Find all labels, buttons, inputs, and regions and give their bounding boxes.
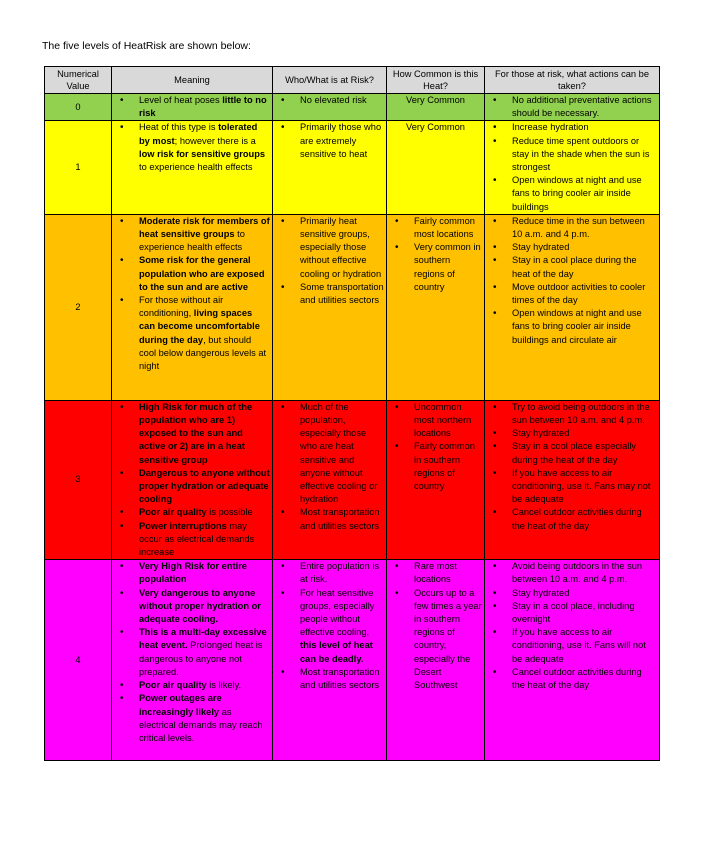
bold-text: Dangerous to anyone without proper hydration or adequate cooling <box>139 467 270 505</box>
text-segment: Occurs up to a few times a year in southern regions of country, especially the Desert Southwest <box>414 587 482 691</box>
text-segment: No additional preventative actions should be necessary. <box>512 95 652 119</box>
bullet-item <box>485 440 659 466</box>
bullet-item <box>112 626 272 679</box>
actions-cell <box>485 121 660 214</box>
text-segment: If you have access to air conditioning, use it. Fans will not be adequate <box>512 627 646 664</box>
bullet-item <box>112 121 272 174</box>
bold-text: This is a multi-day excessive heat event. <box>139 627 267 651</box>
text-segment: Stay hydrated <box>512 587 570 598</box>
header-who-at-risk: Who/What is at Risk? <box>273 67 387 94</box>
text-segment: as electrical demands may reach critical levels. <box>139 706 263 743</box>
table-row <box>45 94 660 121</box>
text-segment: Stay in a cool place during the heat of the day <box>512 255 637 279</box>
common-cell <box>387 214 485 400</box>
bullet-item <box>485 600 659 626</box>
text-segment: Fairly common in southern regions of country <box>414 441 475 492</box>
common-cell: Very Common <box>387 121 485 214</box>
common-cell <box>387 560 485 761</box>
level-value: 0 <box>45 94 112 121</box>
text-segment: Move outdoor activities to cooler times of the day <box>512 281 646 306</box>
bullet-item <box>112 679 272 692</box>
bullet-item <box>112 254 272 294</box>
bullet-item <box>273 506 386 532</box>
text-segment: Stay in a cool place especially during the heat of the day <box>512 441 637 465</box>
text-segment: Cancel outdoor activities during the heat of the day <box>512 507 642 531</box>
text-segment: Avoid being outdoors in the sun between 10 a.m. and 4 p.m. <box>512 561 643 585</box>
text-segment: Uncommon most northern locations <box>414 401 472 439</box>
text-segment: For heat sensitive groups, especially people without effective cooling, <box>300 587 375 638</box>
text-segment: , but should cool below dangerous levels at night <box>139 334 267 372</box>
heatrisk-table <box>44 66 660 761</box>
text-segment: Open windows at night and use fans to bring cooler air inside buildings <box>512 175 642 212</box>
bullet-item <box>387 241 484 294</box>
table-row <box>45 560 660 761</box>
text-segment: Try to avoid being outdoors in the sun between 10 a.m. and 4 p.m. <box>512 401 650 426</box>
text-segment: Rare most locations <box>414 561 457 585</box>
text-segment: Much of the population, especially those who are heat sensitive and anyone without effective cooling or hydration <box>300 401 378 505</box>
table-row <box>45 400 660 559</box>
meaning-cell <box>112 121 273 214</box>
text-segment: may occur as electrical demands increase <box>139 520 255 558</box>
bullet-item <box>485 560 659 586</box>
bullet-item <box>485 666 659 692</box>
level-value: 4 <box>45 560 112 761</box>
text-segment: Stay hydrated <box>512 242 570 253</box>
bullet-item <box>112 401 272 467</box>
text-segment: ; however there is a <box>174 135 256 146</box>
bold-text: Power interruptions <box>139 520 227 531</box>
bullet-item <box>273 94 386 107</box>
meaning-cell <box>112 214 273 400</box>
bullet-item <box>485 587 659 600</box>
actions-cell <box>485 214 660 400</box>
bullet-item <box>485 281 659 307</box>
bullet-item <box>485 401 659 427</box>
common-cell: Very Common <box>387 94 485 121</box>
bullet-item <box>485 241 659 254</box>
bullet-item <box>387 401 484 441</box>
text-segment: to experience health effects <box>139 229 245 253</box>
text-segment: Reduce time in the sun between 10 a.m. and 4 p.m. <box>512 215 645 240</box>
text-segment: Reduce time spent outdoors or stay in the shade when the sun is strongest <box>512 135 650 173</box>
bullet-item <box>485 121 659 134</box>
bullet-item <box>112 506 272 519</box>
text-segment: Most transportation and utilities sectors <box>300 507 380 531</box>
text-segment: Level of heat poses <box>139 95 223 105</box>
text-segment: Stay hydrated <box>512 428 570 439</box>
bullet-item <box>112 294 272 373</box>
bullet-item <box>112 560 272 586</box>
text-segment: Stay in a cool place, including overnight <box>512 600 635 625</box>
text-segment: Prolonged heat is dangerous to anyone not prepared. <box>139 640 263 677</box>
table-row <box>45 121 660 214</box>
bullet-item <box>273 401 386 507</box>
text-segment: For those without air conditioning, <box>139 295 224 319</box>
header-actions: For those at risk, what actions can be taken? <box>485 67 660 94</box>
bullet-item <box>485 254 659 280</box>
bullet-item <box>112 587 272 627</box>
who-cell <box>273 94 387 121</box>
bullet-item <box>112 467 272 507</box>
text-segment: is possible <box>206 507 253 518</box>
who-cell <box>273 400 387 559</box>
text-segment: Fairly common most locations <box>414 215 475 240</box>
text-segment: Heat of this type is <box>139 122 219 133</box>
header-row <box>45 67 660 94</box>
header-meaning: Meaning <box>112 67 273 94</box>
level-value: 3 <box>45 400 112 559</box>
bullet-item <box>387 215 484 241</box>
bold-text: Power outages are increasingly likely <box>139 693 222 717</box>
bold-text: little to no risk <box>139 95 267 119</box>
bold-text: Very dangerous to anyone without proper hydration or adequate cooling. <box>139 587 261 625</box>
text-segment: If you have access to air conditioning, use it. Fans may not be adequate <box>512 467 651 505</box>
text-segment: Very common in southern regions of country <box>414 242 481 292</box>
bullet-item <box>273 666 386 692</box>
bold-text: Some risk for the general population who are exposed to the sun and are active <box>139 255 265 292</box>
text-segment: Some transportation and utilities sectors <box>300 281 384 306</box>
bullet-item <box>273 215 386 281</box>
bullet-item <box>273 587 386 666</box>
bullet-item <box>112 215 272 255</box>
bullet-item <box>387 587 484 693</box>
who-cell <box>273 214 387 400</box>
who-cell <box>273 560 387 761</box>
bullet-item <box>387 560 484 586</box>
bold-text: low risk for sensitive groups <box>139 148 266 159</box>
header-how-common: How Common is this Heat? <box>387 67 485 94</box>
meaning-cell <box>112 560 273 761</box>
bold-text: Poor air quality <box>139 680 207 691</box>
bullet-item <box>485 427 659 440</box>
actions-cell <box>485 400 660 559</box>
bold-text: this level of heat can be deadly. <box>300 640 373 664</box>
bullet-item <box>485 135 659 175</box>
bullet-item <box>485 626 659 666</box>
text-segment: No elevated risk <box>300 95 367 105</box>
text-segment: Open windows at night and use fans to bring cooler air inside buildings and circulate air <box>512 308 642 345</box>
bullet-item <box>387 440 484 493</box>
bold-text: Moderate risk for members of heat sensitive groups <box>139 215 270 240</box>
bullet-item <box>485 94 659 120</box>
bold-text: living spaces can become uncomfortable during the day <box>139 308 260 345</box>
bold-text: High Risk for much of the population who are 1) exposed to the sun and active or 2) are in a heat sensitive group <box>139 401 253 465</box>
text-segment: Increase hydration <box>512 122 589 133</box>
level-value: 2 <box>45 214 112 400</box>
level-value: 1 <box>45 121 112 214</box>
bold-text: Poor air quality <box>139 507 207 518</box>
bullet-item <box>485 307 659 347</box>
bold-text: tolerated by most <box>139 122 258 146</box>
meaning-cell <box>112 400 273 559</box>
text-segment: Primarily heat sensitive groups, especially those without effective cooling or hydration <box>300 215 382 279</box>
meaning-cell <box>112 94 273 121</box>
bullet-item <box>112 94 272 120</box>
actions-cell <box>485 94 660 121</box>
bold-text: Very High Risk for entire population <box>139 561 247 585</box>
bullet-item <box>273 121 386 161</box>
text-segment: Most transportation and utilities sectors <box>300 666 380 691</box>
bullet-item <box>485 467 659 507</box>
bullet-item <box>485 506 659 532</box>
text-segment: to experience health effects <box>139 162 253 173</box>
intro-text: The five levels of HeatRisk are shown below: <box>42 40 251 52</box>
bullet-item <box>112 520 272 560</box>
text-segment: Cancel outdoor activities during the heat of the day <box>512 666 642 691</box>
table-row <box>45 214 660 400</box>
text-segment: Entire population is at risk. <box>300 561 380 585</box>
actions-cell <box>485 560 660 761</box>
bullet-item <box>485 174 659 214</box>
bullet-item <box>485 215 659 241</box>
bullet-item <box>273 281 386 307</box>
common-cell <box>387 400 485 559</box>
who-cell <box>273 121 387 214</box>
text-segment: is likely. <box>206 680 242 691</box>
bullet-item <box>273 560 386 586</box>
header-numerical-value: Numerical Value <box>45 67 112 94</box>
bullet-item <box>112 692 272 745</box>
text-segment: Primarily those who are extremely sensitive to heat <box>300 122 382 159</box>
